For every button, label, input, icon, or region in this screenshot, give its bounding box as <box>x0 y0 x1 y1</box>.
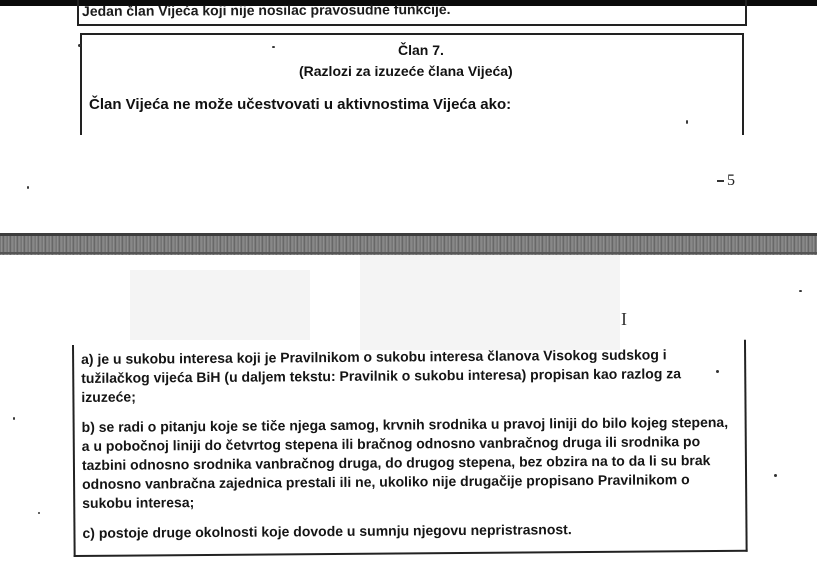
article-intro: Član Vijeća ne može učestvovati u aktivnostima Vijeća ako: <box>89 96 512 113</box>
condition-item-b: b) se radi o pitanju koje se tiče njega samog, krvnih srodnika u pravoj liniji do bilo kojeg stepena, a u pobočnoj liniji do četvrtog stepena ili bračnog odnosno vanbračnog druga ili srodnika po tazbini odnosno srodnika vanbračnog druga, do drugog stepena, bez obzira na to da li su brak odnosno vanbračna zajednica prestali ili ne, ukoliko nije drugačije propisano Pravilnikom o sukobu interesa; <box>81 413 729 511</box>
scan-noise <box>360 250 620 350</box>
scan-speck <box>799 290 802 292</box>
condition-item-c: c) postoje druge okolnosti koje dovode u sumnju njegovu nepristrasnost. <box>82 521 572 541</box>
scan-speck <box>78 44 81 47</box>
scan-speck <box>27 186 29 189</box>
article-subtitle: (Razlozi za izuzeće člana Vijeća) <box>299 63 513 79</box>
previous-article-fragment: Jedan član Vijeća koji nije nosilac pravosudne funkcije. <box>81 1 451 19</box>
scan-speck <box>13 417 15 420</box>
article-number: Član 7. <box>398 42 444 58</box>
page-break-edge-top <box>0 233 817 236</box>
scan-speck <box>716 370 719 373</box>
condition-item-a: a) je u sukobu interesa koji je Pravilnikom o sukobu interesa članova Visokog sudskog i tužilačkog vijeća BiH (u daljem tekstu: Pravilnik o sukobu interesa) propisan kao razlog za izuzeće; <box>81 346 682 405</box>
scan-speck <box>774 474 777 477</box>
scan-speck <box>38 512 40 514</box>
scan-noise <box>130 270 310 340</box>
conditions-list <box>81 345 733 554</box>
text-cursor-icon: I <box>621 309 627 329</box>
scan-speck <box>686 120 688 124</box>
page-number: 5 <box>727 172 735 189</box>
page-number-dash <box>717 180 724 182</box>
scan-speck <box>272 46 275 48</box>
